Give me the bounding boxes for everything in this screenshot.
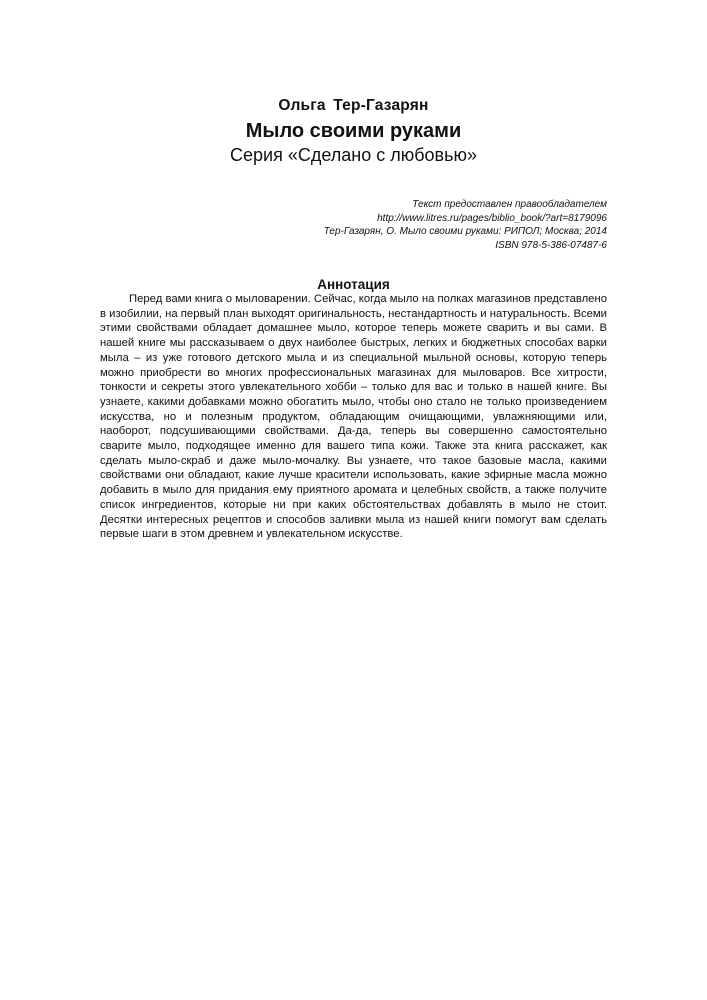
rights-holder-line: Текст предоставлен правообладателем <box>412 199 607 210</box>
book-header <box>0 96 707 167</box>
book-title: Мыло своими руками <box>245 120 462 142</box>
author-name: Ольга Тер-Газарян <box>278 97 429 114</box>
series-title: Серия «Сделано с любовью» <box>230 145 477 165</box>
citation-line: Тер-Газарян, О. Мыло своими руками: РИПОЛ; Москва; 2014 <box>323 226 607 238</box>
isbn-line: ISBN 978-5-386-07487-6 <box>495 239 607 251</box>
annotation-text: Перед вами книга о мыловарении. Сейчас, когда мыло на полках магазинов представлено в изобилии, на первый план выходят оригинальность, нестандартность и натуральность. Всеми этими свойствами обладает домашнее мыло, которое теперь можете сварить и вы сами. В нашей книге мы рассказываем о двух наиболее быстрых, легких и бюджетных способах варки мыла – из уже готового детского мыла и из специальной мыльной основы, которую теперь можно приобрести во многих профессиональных магазинах для мыловаров. Все хитрости, тонкости и секреты этого увлекательного хобби – только для вас и только в нашей книге. Вы узнаете, какими добавками можно обогатить мыло, чтобы оно стало не только произведением искусства, но и полезным продуктом, обладающим очищающими, увлажняющими или, наоборот, подсушивающими свойствами. Да-да, теперь вы совершенно самостоятельно сварите мыло, подходящее именно для вашего типа кожи. Также эта книга расскажет, как сделать мыло-скраб и даже мыло-мочалку. Вы узнаете, что такое базовые масла, какими свойствами они обладают, какие лучше красители использовать, какие эфирные масла можно добавить в мыло для придания ему приятного аромата и целебных свойств, а также получите список ингредиентов, которые ни при каких обстоятельствах добавлять в мыло не стоит. Десятки интересных рецептов и способов заливки мыла из нашей книги помогут вам сделать первые шаги в этом древнем и увлекательном искусстве. <box>100 293 607 541</box>
annotation-heading: Аннотация <box>317 277 390 292</box>
source-url: http://www.litres.ru/pages/biblio_book/?art=8179096 <box>377 212 607 224</box>
rights-block <box>324 198 607 252</box>
